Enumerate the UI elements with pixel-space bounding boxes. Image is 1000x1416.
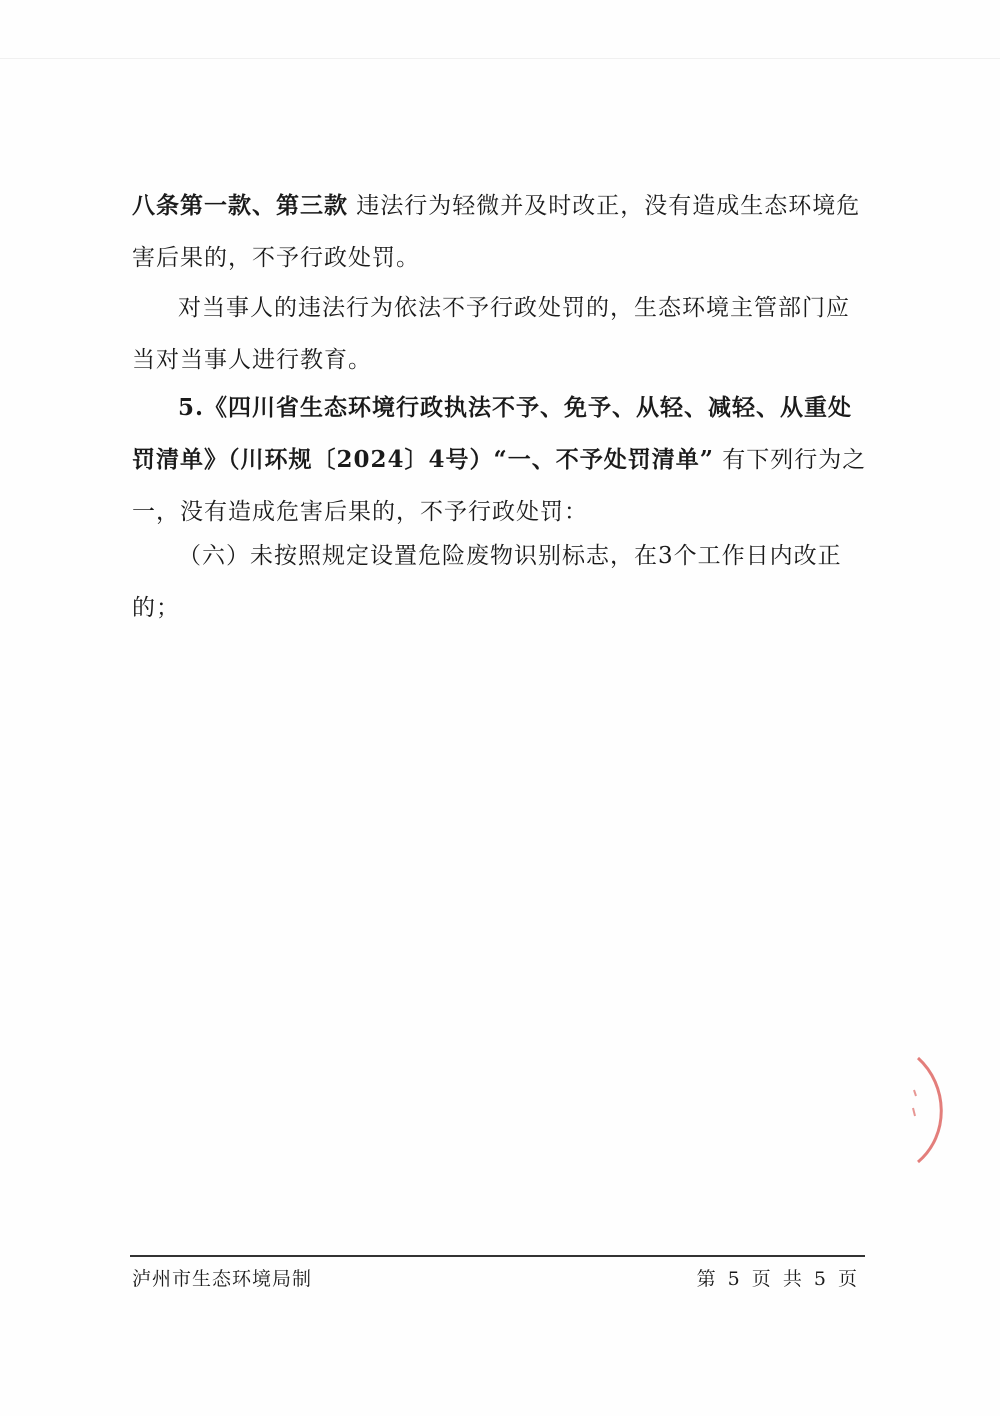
article-reference: 八条第一款、第三款 <box>132 192 348 219</box>
paragraph-item-six: （六）未按照规定设置危险废物识别标志，在3个工作日内改正的； <box>132 543 842 621</box>
paragraph-sichuan-list <box>132 382 867 538</box>
footer-issuer: 泸州市生态环境局制 <box>132 1268 313 1290</box>
regulation-reference: 5.《四川省生态环境行政执法不予、免予、从轻、减轻、从重处罚清单》（川环规〔2024〕4号）“一、不予处罚清单” <box>132 394 853 473</box>
paragraph-text: 有下列行为之一，没有造成危害后果的，不予行政处罚： <box>132 447 867 525</box>
scan-artifact-line <box>0 58 1000 59</box>
paragraph-text: 违法行为轻微并及时改正，没有造成生态环境危害后果的，不予行政处罚。 <box>132 193 861 271</box>
footer-page-number: 第 5 页 共 5 页 <box>696 1268 860 1290</box>
red-seal-edge-icon <box>900 1050 960 1170</box>
paragraph-education: 对当事人的违法行为依法不予行政处罚的，生态环境主管部门应当对当事人进行教育。 <box>132 295 850 373</box>
paragraph-continuation <box>132 180 867 284</box>
footer-divider <box>130 1255 865 1257</box>
